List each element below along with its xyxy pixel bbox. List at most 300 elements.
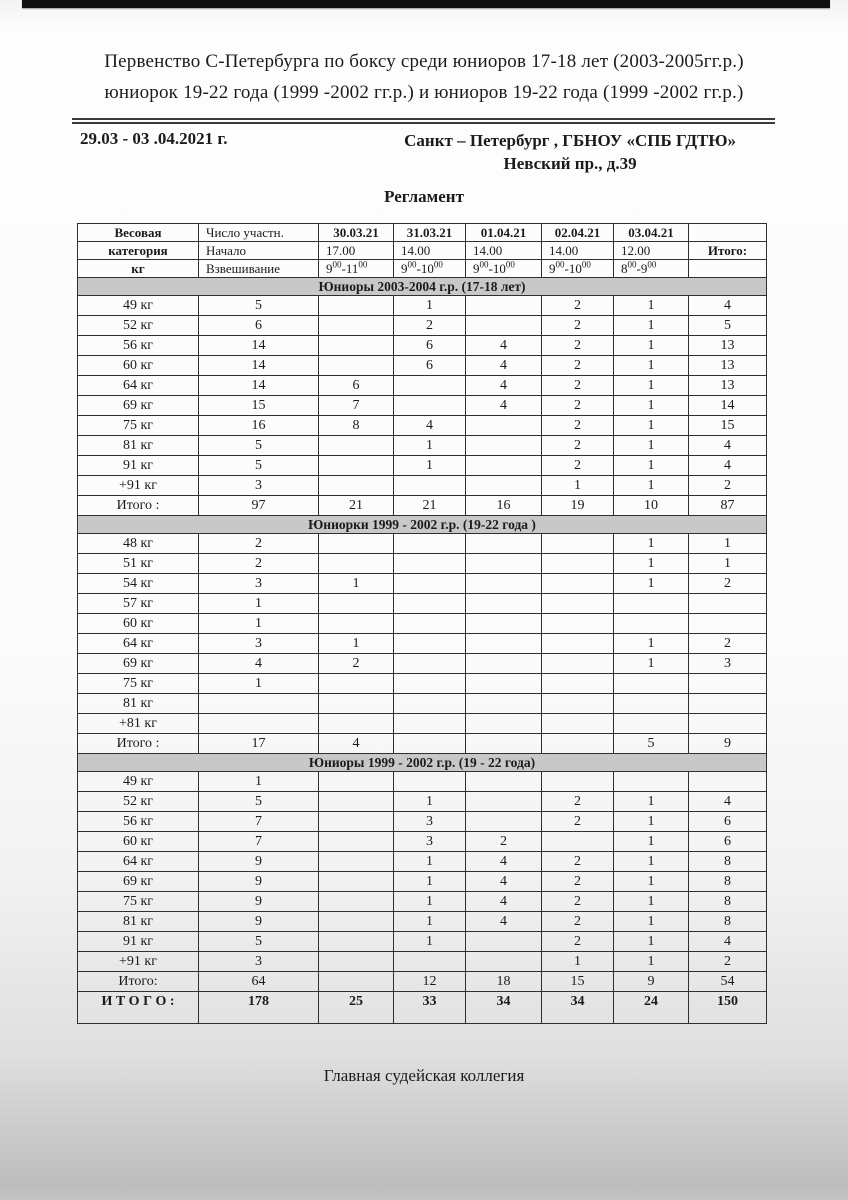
count-cell: 2	[542, 376, 614, 396]
count-cell	[466, 534, 542, 554]
count-cell: 9	[199, 912, 319, 932]
footer-text: Главная судейская коллегия	[323, 1066, 525, 1085]
table-row	[78, 416, 767, 436]
count-cell	[466, 574, 542, 594]
count-cell	[689, 614, 767, 634]
count-cell	[614, 594, 689, 614]
count-cell	[542, 832, 614, 852]
event-location	[404, 129, 736, 175]
count-cell	[542, 654, 614, 674]
schedule-table	[77, 223, 767, 1024]
count-cell	[542, 772, 614, 792]
count-cell: 8	[689, 872, 767, 892]
count-cell: 87	[689, 496, 767, 516]
count-cell	[319, 614, 394, 634]
count-cell: 4	[689, 296, 767, 316]
count-cell: 2	[689, 952, 767, 972]
count-cell	[319, 932, 394, 952]
count-cell: 1	[542, 476, 614, 496]
count-cell: 3	[689, 654, 767, 674]
table-row	[78, 654, 767, 674]
count-cell	[466, 734, 542, 754]
date-header: 02.04.21	[542, 224, 614, 242]
count-cell: 1	[614, 832, 689, 852]
grand-total-label: И Т О Г О :	[78, 992, 199, 1024]
count-cell	[466, 714, 542, 734]
weight-category-header: категория	[78, 242, 199, 260]
weight-cell: 57 кг	[78, 594, 199, 614]
table-row	[78, 336, 767, 356]
table-row	[78, 932, 767, 952]
event-location-line1: Санкт – Петербург , ГБНОУ «СПБ ГДТЮ»	[404, 131, 736, 150]
count-cell	[542, 594, 614, 614]
count-cell: 1	[199, 594, 319, 614]
count-cell: 1	[319, 574, 394, 594]
weight-cell: 52 кг	[78, 316, 199, 336]
section-header-row	[78, 516, 767, 534]
count-cell	[542, 634, 614, 654]
count-cell: 4	[466, 892, 542, 912]
count-cell: 1	[199, 674, 319, 694]
count-cell: 2	[319, 654, 394, 674]
count-cell: 2	[542, 912, 614, 932]
weight-cell: +91 кг	[78, 476, 199, 496]
count-cell: 8	[319, 416, 394, 436]
count-cell: 9	[199, 852, 319, 872]
table-row	[78, 316, 767, 336]
weigh-time-cell: $8^{00}-9^{00}$	[614, 260, 689, 278]
schedule-table-header	[78, 224, 767, 278]
count-cell: 2	[689, 476, 767, 496]
weight-cell: 51 кг	[78, 554, 199, 574]
count-cell: 1	[614, 336, 689, 356]
count-cell	[319, 872, 394, 892]
date-header: 03.04.21	[614, 224, 689, 242]
count-cell	[466, 476, 542, 496]
date-header: 30.03.21	[319, 224, 394, 242]
count-cell: 3	[394, 812, 466, 832]
count-cell: 97	[199, 496, 319, 516]
count-cell	[319, 792, 394, 812]
count-cell: 2	[542, 356, 614, 376]
count-cell: 1	[394, 932, 466, 952]
weight-cell: +91 кг	[78, 952, 199, 972]
count-cell	[542, 574, 614, 594]
count-cell: 7	[319, 396, 394, 416]
count-cell: 1	[614, 476, 689, 496]
table-row	[78, 694, 767, 714]
start-time-cell: 14.00	[394, 242, 466, 260]
count-cell	[394, 476, 466, 496]
count-cell	[614, 772, 689, 792]
count-cell: 6	[319, 376, 394, 396]
section-title: Юниоры 1999 - 2002 г.р. (19 - 22 года)	[78, 754, 767, 772]
count-cell: 17	[199, 734, 319, 754]
count-cell: 1	[614, 852, 689, 872]
count-cell: 6	[394, 356, 466, 376]
weight-cell: 91 кг	[78, 456, 199, 476]
table-row	[78, 534, 767, 554]
count-cell: 16	[199, 416, 319, 436]
count-cell: 2	[542, 932, 614, 952]
header-row-weigh-times	[78, 260, 767, 278]
count-cell: 1	[614, 396, 689, 416]
total-column-header: Итого:	[689, 242, 767, 260]
count-cell: 4	[466, 336, 542, 356]
count-cell	[466, 316, 542, 336]
event-info-row	[0, 129, 848, 175]
count-cell	[319, 972, 394, 992]
table-row	[78, 852, 767, 872]
section-title: Юниорки 1999 - 2002 г.р. (19-22 года )	[78, 516, 767, 534]
count-cell: 1	[199, 772, 319, 792]
empty-header-cell	[689, 260, 767, 278]
grand-total-cell: 34	[542, 992, 614, 1024]
count-cell: 1	[319, 634, 394, 654]
count-cell: 2	[542, 852, 614, 872]
count-cell	[466, 812, 542, 832]
count-cell: 14	[199, 336, 319, 356]
weight-cell: 69 кг	[78, 396, 199, 416]
count-cell: 14	[199, 376, 319, 396]
grand-total-cell: 24	[614, 992, 689, 1024]
table-row	[78, 812, 767, 832]
count-cell	[394, 376, 466, 396]
count-cell	[466, 792, 542, 812]
count-cell	[319, 296, 394, 316]
count-cell: 64	[199, 972, 319, 992]
count-cell	[466, 674, 542, 694]
count-cell: 2	[542, 792, 614, 812]
count-cell	[319, 436, 394, 456]
count-cell	[199, 694, 319, 714]
count-cell: 1	[614, 296, 689, 316]
weight-cell: 91 кг	[78, 932, 199, 952]
table-row	[78, 476, 767, 496]
count-cell: 3	[199, 952, 319, 972]
table-row	[78, 634, 767, 654]
weigh-time-cell: $9^{00}-10^{00}$	[394, 260, 466, 278]
count-cell: 1	[394, 852, 466, 872]
count-cell	[689, 594, 767, 614]
count-cell	[394, 554, 466, 574]
count-cell	[614, 614, 689, 634]
table-row	[78, 296, 767, 316]
weight-cell: 48 кг	[78, 534, 199, 554]
count-cell: 1	[689, 534, 767, 554]
count-cell	[542, 554, 614, 574]
count-cell	[319, 714, 394, 734]
table-row	[78, 436, 767, 456]
count-cell: 9	[199, 872, 319, 892]
count-cell	[689, 714, 767, 734]
count-cell	[466, 296, 542, 316]
count-cell: 1	[614, 912, 689, 932]
count-cell: 4	[319, 734, 394, 754]
count-cell: 4	[394, 416, 466, 436]
table-row	[78, 892, 767, 912]
table-row	[78, 772, 767, 792]
count-cell	[319, 812, 394, 832]
count-cell	[394, 952, 466, 972]
count-cell: 1	[614, 534, 689, 554]
count-cell: 1	[614, 376, 689, 396]
start-time-cell: 14.00	[466, 242, 542, 260]
table-row	[78, 872, 767, 892]
count-cell: 1	[394, 872, 466, 892]
table-row	[78, 396, 767, 416]
count-cell	[319, 694, 394, 714]
count-cell: 4	[466, 872, 542, 892]
count-cell	[319, 852, 394, 872]
count-cell	[466, 456, 542, 476]
count-cell: 1	[199, 614, 319, 634]
count-cell	[466, 614, 542, 634]
count-cell: 4	[466, 376, 542, 396]
date-header: 31.03.21	[394, 224, 466, 242]
table-row	[78, 792, 767, 812]
weight-cell: 52 кг	[78, 792, 199, 812]
weight-cell: 64 кг	[78, 376, 199, 396]
count-cell: 13	[689, 336, 767, 356]
count-cell: 2	[542, 436, 614, 456]
count-cell: 8	[689, 912, 767, 932]
count-cell: 4	[466, 912, 542, 932]
weight-cell: 81 кг	[78, 436, 199, 456]
weight-cell: 56 кг	[78, 812, 199, 832]
count-cell	[466, 594, 542, 614]
count-cell	[466, 772, 542, 792]
count-cell	[394, 654, 466, 674]
weight-cell: 54 кг	[78, 574, 199, 594]
table-row	[78, 734, 767, 754]
count-cell	[466, 554, 542, 574]
count-cell: 9	[689, 734, 767, 754]
count-cell	[689, 694, 767, 714]
count-cell: 5	[614, 734, 689, 754]
count-cell: 2	[199, 554, 319, 574]
count-cell: 18	[466, 972, 542, 992]
count-cell: 21	[319, 496, 394, 516]
weight-cell: +81 кг	[78, 714, 199, 734]
table-row	[78, 594, 767, 614]
start-time-cell: 17.00	[319, 242, 394, 260]
count-cell	[319, 952, 394, 972]
table-row	[78, 496, 767, 516]
count-cell	[319, 892, 394, 912]
count-cell	[319, 674, 394, 694]
count-cell: 4	[689, 456, 767, 476]
count-cell: 54	[689, 972, 767, 992]
count-cell	[319, 356, 394, 376]
count-cell	[466, 932, 542, 952]
count-cell	[394, 714, 466, 734]
count-cell: 2	[542, 872, 614, 892]
table-row	[78, 554, 767, 574]
count-cell: 1	[614, 792, 689, 812]
count-cell	[394, 734, 466, 754]
count-cell: 1	[394, 892, 466, 912]
count-cell: 1	[614, 872, 689, 892]
page-subtitle: Регламент	[384, 187, 464, 206]
count-cell	[319, 456, 394, 476]
weight-cell: 49 кг	[78, 296, 199, 316]
count-cell: 5	[199, 932, 319, 952]
count-cell: 2	[542, 396, 614, 416]
count-cell	[466, 416, 542, 436]
count-cell	[466, 634, 542, 654]
count-cell	[394, 574, 466, 594]
count-cell	[319, 336, 394, 356]
count-cell: 1	[394, 456, 466, 476]
weight-cell: 60 кг	[78, 356, 199, 376]
weigh-time-cell: $9^{00}-11^{00}$	[319, 260, 394, 278]
count-cell	[614, 694, 689, 714]
count-cell: 1	[542, 952, 614, 972]
header-row-dates	[78, 224, 767, 242]
count-cell: 2	[542, 812, 614, 832]
event-location-line2: Невский пр., д.39	[503, 154, 637, 173]
weight-category-header: кг	[78, 260, 199, 278]
section-header-row	[78, 754, 767, 772]
count-cell: 9	[614, 972, 689, 992]
count-cell: 9	[199, 892, 319, 912]
weight-cell: Итого :	[78, 496, 199, 516]
table-row	[78, 912, 767, 932]
count-cell: 6	[394, 336, 466, 356]
weight-cell: 75 кг	[78, 892, 199, 912]
header-row-start-times	[78, 242, 767, 260]
count-cell: 4	[689, 792, 767, 812]
count-cell	[319, 476, 394, 496]
count-cell: 1	[614, 456, 689, 476]
count-cell: 4	[689, 436, 767, 456]
count-cell: 12	[394, 972, 466, 992]
count-cell: 1	[614, 654, 689, 674]
count-cell: 8	[689, 892, 767, 912]
count-cell: 19	[542, 496, 614, 516]
count-cell: 15	[542, 972, 614, 992]
count-cell: 14	[199, 356, 319, 376]
count-cell	[614, 714, 689, 734]
count-cell	[319, 554, 394, 574]
weight-cell: 56 кг	[78, 336, 199, 356]
section-title: Юниоры 2003-2004 г.р. (17-18 лет)	[78, 278, 767, 296]
count-cell	[466, 694, 542, 714]
weight-cell: 49 кг	[78, 772, 199, 792]
count-cell: 1	[614, 932, 689, 952]
empty-header-cell	[689, 224, 767, 242]
table-row	[78, 376, 767, 396]
section-header-row	[78, 278, 767, 296]
weight-cell: 64 кг	[78, 852, 199, 872]
count-cell: 21	[394, 496, 466, 516]
count-cell: 1	[394, 436, 466, 456]
weight-cell: 64 кг	[78, 634, 199, 654]
schedule-table-body	[78, 278, 767, 1024]
count-cell	[319, 534, 394, 554]
count-cell: 1	[614, 812, 689, 832]
table-row	[78, 714, 767, 734]
weight-cell: 60 кг	[78, 614, 199, 634]
table-row	[78, 952, 767, 972]
count-cell: 1	[614, 316, 689, 336]
count-cell: 1	[394, 296, 466, 316]
grand-total-cell: 178	[199, 992, 319, 1024]
count-cell: 1	[614, 634, 689, 654]
count-cell	[542, 694, 614, 714]
weigh-time-cell: $9^{00}-10^{00}$	[542, 260, 614, 278]
count-cell	[542, 674, 614, 694]
count-cell: 10	[614, 496, 689, 516]
grand-total-row	[78, 992, 767, 1024]
weight-cell: Итого :	[78, 734, 199, 754]
count-cell: 2	[542, 456, 614, 476]
count-cell	[394, 694, 466, 714]
weight-cell: Итого:	[78, 972, 199, 992]
count-cell	[466, 436, 542, 456]
table-row	[78, 614, 767, 634]
count-cell	[394, 396, 466, 416]
count-cell: 8	[689, 852, 767, 872]
count-cell: 16	[466, 496, 542, 516]
count-cell: 2	[542, 416, 614, 436]
count-cell	[394, 674, 466, 694]
count-cell	[542, 714, 614, 734]
count-cell	[394, 772, 466, 792]
weigh-time-cell: $9^{00}-10^{00}$	[466, 260, 542, 278]
weight-cell: 60 кг	[78, 832, 199, 852]
weight-cell: 81 кг	[78, 912, 199, 932]
count-cell: 1	[614, 436, 689, 456]
count-cell: 13	[689, 356, 767, 376]
weight-cell: 75 кг	[78, 416, 199, 436]
count-cell	[466, 952, 542, 972]
count-cell: 3	[199, 476, 319, 496]
count-cell: 6	[689, 832, 767, 852]
count-cell	[542, 614, 614, 634]
weight-category-header: Весовая	[78, 224, 199, 242]
count-cell: 1	[614, 574, 689, 594]
start-time-cell: 12.00	[614, 242, 689, 260]
count-cell	[689, 674, 767, 694]
count-cell: 5	[199, 296, 319, 316]
count-cell: 1	[614, 554, 689, 574]
count-cell: 2	[394, 316, 466, 336]
count-cell: 2	[542, 892, 614, 912]
grand-total-cell: 150	[689, 992, 767, 1024]
count-cell	[319, 772, 394, 792]
count-cell	[319, 912, 394, 932]
count-cell: 4	[689, 932, 767, 952]
count-cell: 4	[466, 396, 542, 416]
table-row	[78, 972, 767, 992]
table-row	[78, 456, 767, 476]
table-row	[78, 356, 767, 376]
count-cell: 7	[199, 832, 319, 852]
weigh-in-label: Взвешивание	[199, 260, 319, 278]
count-cell: 1	[614, 356, 689, 376]
count-cell: 1	[394, 792, 466, 812]
count-cell: 2	[466, 832, 542, 852]
page-title	[0, 46, 848, 108]
count-cell: 13	[689, 376, 767, 396]
count-cell: 1	[689, 554, 767, 574]
count-cell: 15	[199, 396, 319, 416]
date-header: 01.04.21	[466, 224, 542, 242]
start-time-cell: 14.00	[542, 242, 614, 260]
count-cell: 5	[199, 436, 319, 456]
